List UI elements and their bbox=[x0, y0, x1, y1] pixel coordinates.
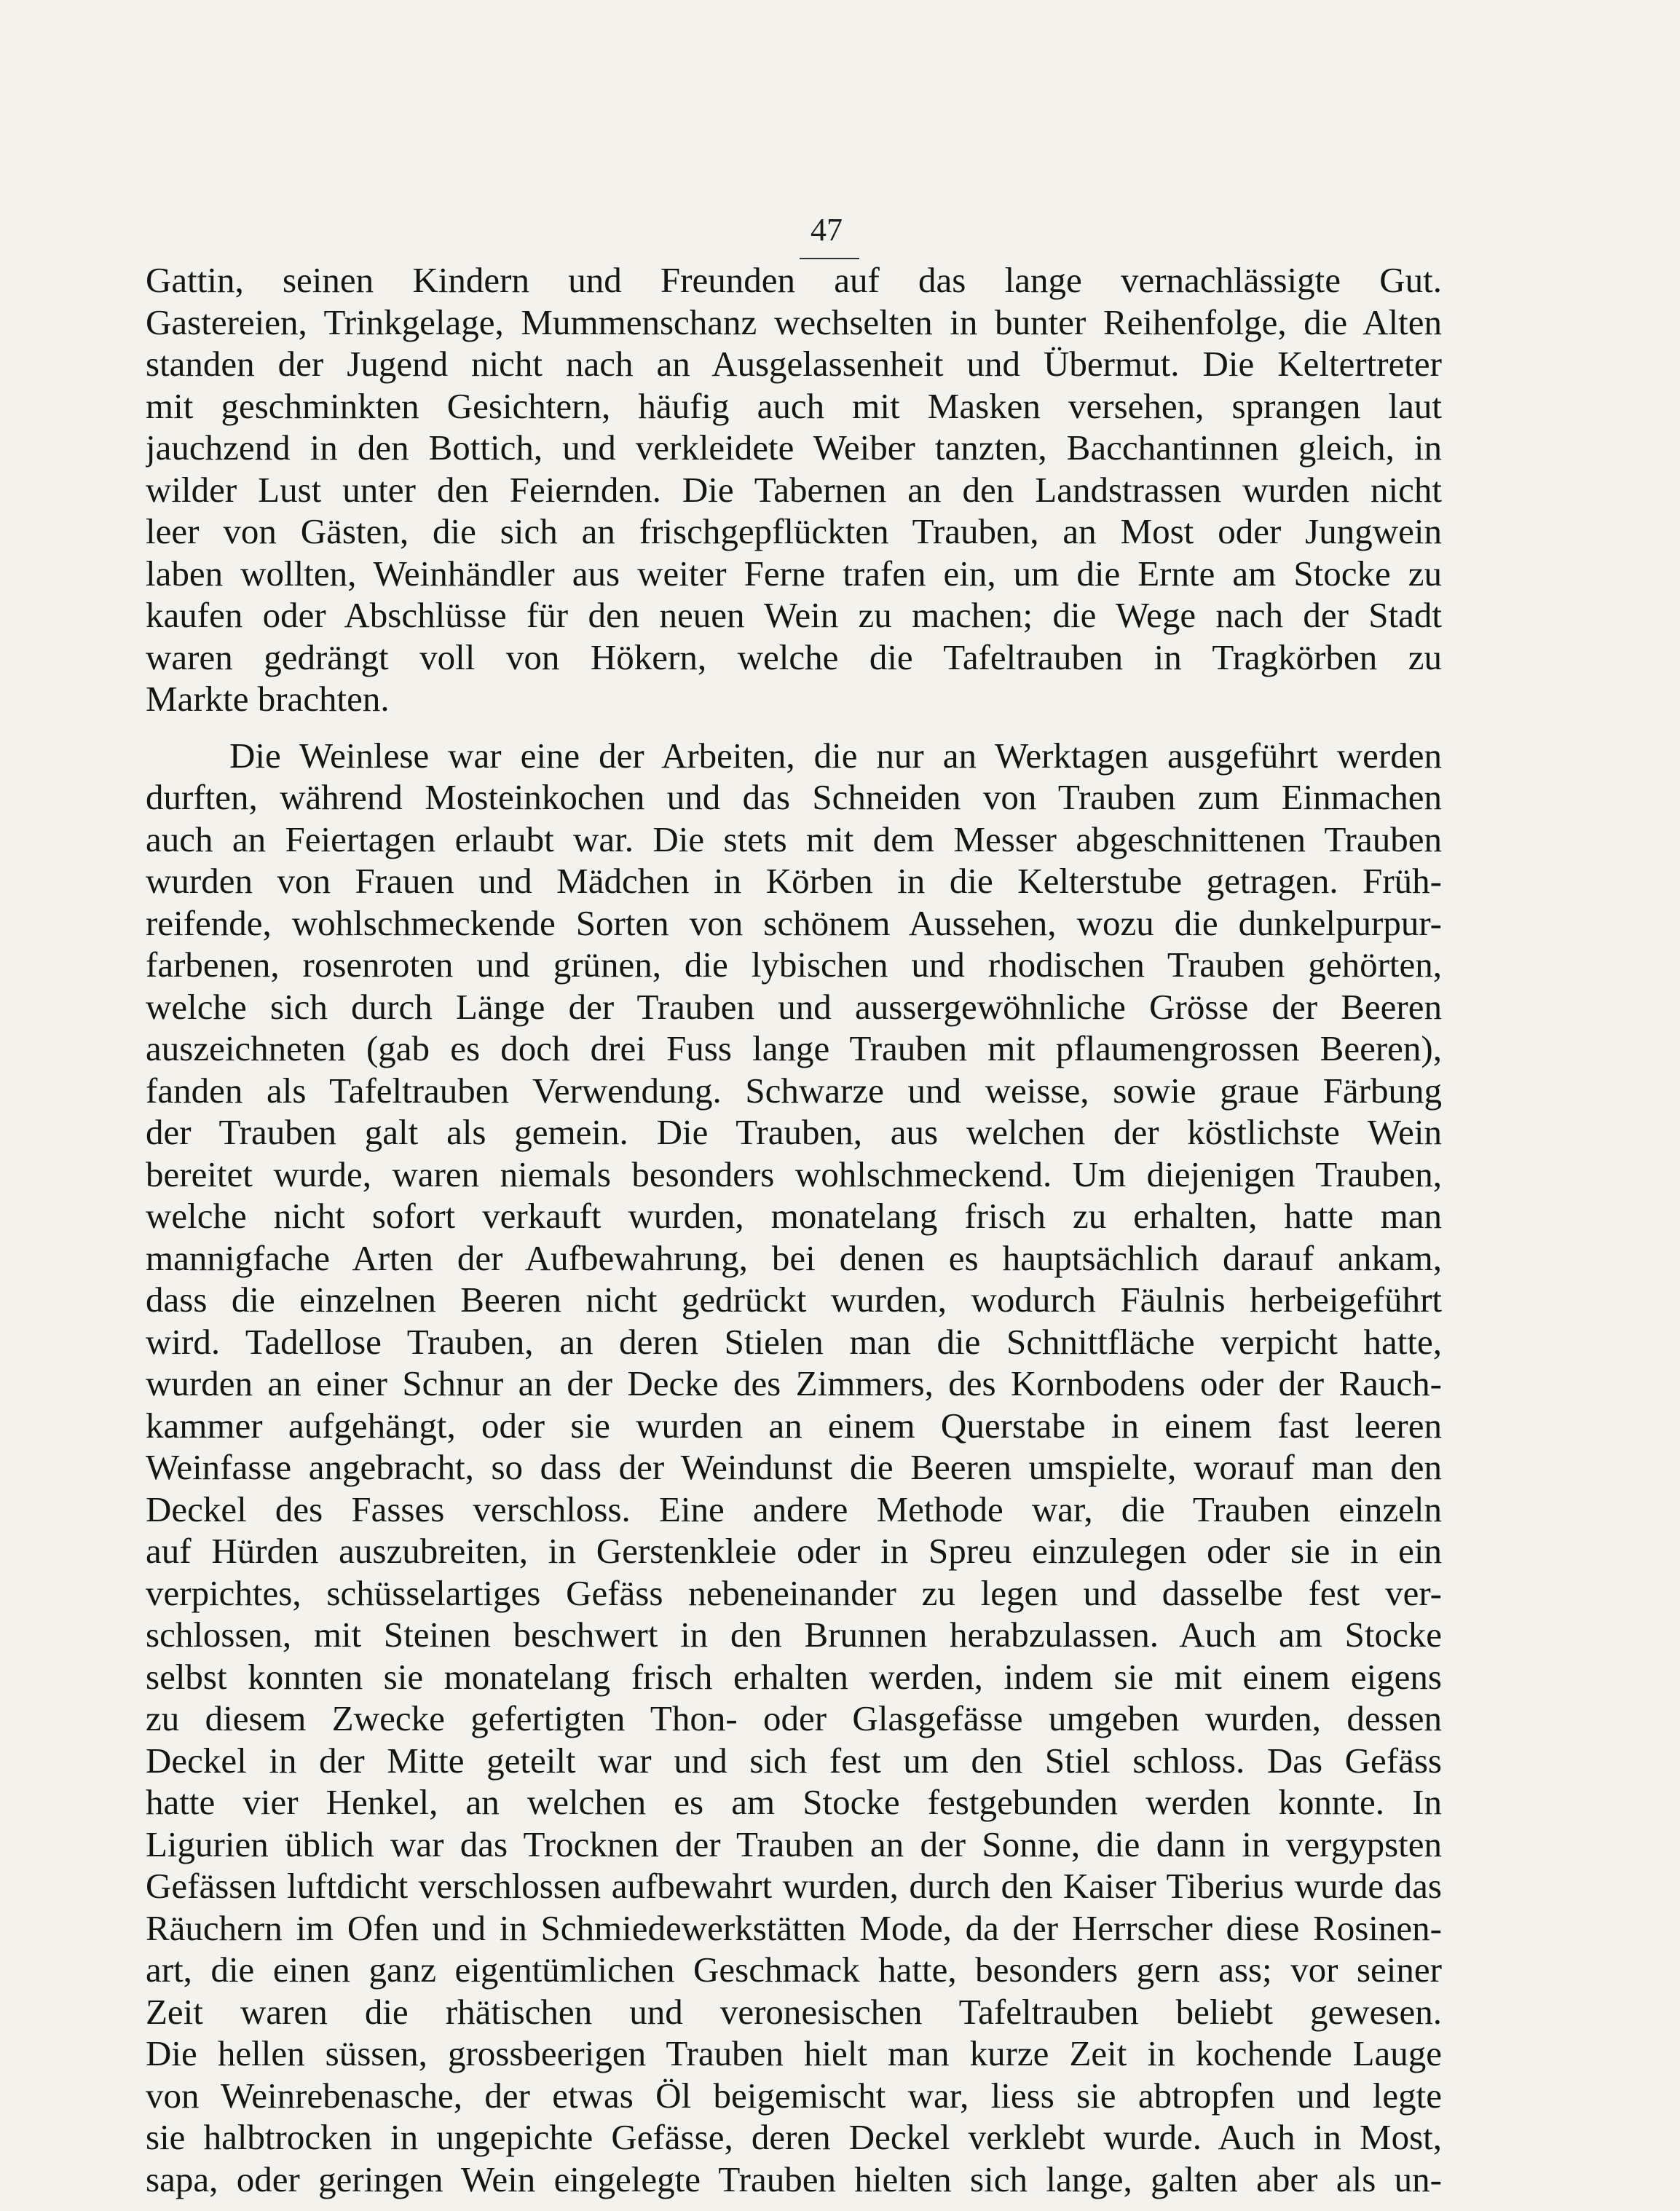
text-line: Die hellen süssen, grossbeerigen Trauben hielt man kurze Zeit in kochende Lauge bbox=[146, 2033, 1442, 2073]
text-line: Die Weinlese war eine der Arbeiten, die nur an Werktagen ausgeführt werden bbox=[229, 735, 1442, 776]
text-line: Gattin, seinen Kindern und Freunden auf das lange vernachlässigte Gut. bbox=[146, 260, 1442, 300]
text-line: mannigfache Arten der Aufbewahrung, bei denen es hauptsächlich darauf ankam, bbox=[146, 1237, 1442, 1278]
text-line: wilder Lust unter den Feiernden. Die Tabernen an den Landstrassen wurden nicht bbox=[146, 469, 1442, 510]
paragraph bbox=[146, 735, 1442, 2201]
text-line: wurden von Frauen und Mädchen in Körben in die Kelterstube getragen. Früh- bbox=[146, 861, 1442, 901]
text-line: Zeit waren die rhätischen und veronesischen Tafeltrauben beliebt gewesen. bbox=[146, 1991, 1442, 2032]
text-line: zu diesem Zwecke gefertigten Thon- oder Glasgefässe umgeben wurden, dessen bbox=[146, 1698, 1442, 1738]
text-line: welche sich durch Länge der Trauben und aussergewöhnliche Grösse der Beeren bbox=[146, 986, 1442, 1027]
text-line: schlossen, mit Steinen beschwert in den Brunnen herabzulassen. Auch am Stocke bbox=[146, 1615, 1442, 1655]
text-line: Deckel in der Mitte geteilt war und sich fest um den Stiel schloss. Das Gefäss bbox=[146, 1740, 1442, 1781]
text-line: farbenen, rosenroten und grünen, die lybischen und rhodischen Trauben gehörten, bbox=[146, 945, 1442, 985]
text-line: art, die einen ganz eigentümlichen Geschmack hatte, besonders gern ass; vor seiner bbox=[146, 1950, 1442, 1990]
text-line: Ligurien üblich war das Trocknen der Trauben an der Sonne, die dann in vergypsten bbox=[146, 1824, 1442, 1864]
paragraph-gap bbox=[146, 720, 1442, 735]
text-line: welche nicht sofort verkauft wurden, monatelang frisch zu erhalten, hatte man bbox=[146, 1196, 1442, 1236]
text-line: durften, während Mosteinkochen und das Schneiden von Trauben zum Einmachen bbox=[146, 777, 1442, 817]
text-line: wird. Tadellose Trauben, an deren Stielen man die Schnittfläche verpicht hatte, bbox=[146, 1321, 1442, 1362]
text-line: selbst konnten sie monatelang frisch erhalten werden, indem sie mit einem eigens bbox=[146, 1656, 1442, 1697]
text-line: Gastereien, Trinkgelage, Mummenschanz wechselten in bunter Reihenfolge, die Alten bbox=[146, 302, 1442, 342]
text-line: Markte brachten. bbox=[146, 679, 390, 719]
text-line: Deckel des Fasses verschloss. Eine andere Methode war, die Trauben einzeln bbox=[146, 1489, 1442, 1529]
page-number: 47 bbox=[811, 212, 843, 248]
text-line: wurden an einer Schnur an der Decke des Zimmers, des Kornbodens oder der Rauch- bbox=[146, 1363, 1442, 1403]
text-line: kammer aufgehängt, oder sie wurden an einem Querstabe in einem fast leeren bbox=[146, 1405, 1442, 1446]
paragraph bbox=[146, 259, 1442, 720]
text-line: jauchzend in den Bottich, und verkleidete Weiber tanzten, Bacchantinnen gleich, in bbox=[146, 427, 1442, 468]
text-line: laben wollten, Weinhändler aus weiter Ferne trafen ein, um die Ernte am Stocke zu bbox=[146, 553, 1442, 594]
text-line: dass die einzelnen Beeren nicht gedrückt wurden, wodurch Fäulnis herbeigeführt bbox=[146, 1280, 1442, 1320]
text-line: reifende, wohlschmeckende Sorten von schönem Aussehen, wozu die dunkelpurpur- bbox=[146, 902, 1442, 943]
text-line: hatte vier Henkel, an welchen es am Stocke festgebunden werden konnte. In bbox=[146, 1782, 1442, 1822]
text-line: sie halbtrocken in ungepichte Gefässe, deren Deckel verklebt wurde. Auch in Most, bbox=[146, 2117, 1442, 2157]
text-line: verpichtes, schüsselartiges Gefäss nebeneinander zu legen und dasselbe fest ver- bbox=[146, 1572, 1442, 1613]
text-line: auch an Feiertagen erlaubt war. Die stets mit dem Messer abgeschnittenen Trauben bbox=[146, 819, 1442, 859]
text-line: von Weinrebenasche, der etwas Öl beigemischt war, liess sie abtropfen und legte bbox=[146, 2075, 1442, 2116]
text-line: sapa, oder geringen Wein eingelegte Trauben hielten sich lange, galten aber als un- bbox=[146, 2159, 1442, 2199]
text-line: Gefässen luftdicht verschlossen aufbewahrt wurden, durch den Kaiser Tiberius wurde das bbox=[146, 1866, 1442, 1906]
text-line: kaufen oder Abschlüsse für den neuen Wein zu machen; die Wege nach der Stadt bbox=[146, 595, 1442, 635]
text-line: auf Hürden auszubreiten, in Gerstenkleie oder in Spreu einzulegen oder sie in ein bbox=[146, 1531, 1442, 1571]
body-text bbox=[146, 259, 1442, 2200]
text-line: auszeichneten (gab es doch drei Fuss lange Trauben mit pflaumengrossen Beeren), bbox=[146, 1028, 1442, 1068]
text-line: leer von Gästen, die sich an frischgepflückten Trauben, an Most oder Jungwein bbox=[146, 511, 1442, 551]
text-line: fanden als Tafeltrauben Verwendung. Schwarze und weisse, sowie graue Färbung bbox=[146, 1070, 1442, 1111]
text-line: Weinfasse angebracht, so dass der Weindunst die Beeren umspielte, worauf man den bbox=[146, 1447, 1442, 1487]
text-line: bereitet wurde, waren niemals besonders wohlschmeckend. Um diejenigen Trauben, bbox=[146, 1154, 1442, 1194]
text-line: standen der Jugend nicht nach an Ausgelassenheit und Übermut. Die Keltertreter bbox=[146, 344, 1442, 384]
text-line: Räuchern im Ofen und in Schmiedewerkstätten Mode, da der Herrscher diese Rosinen- bbox=[146, 1907, 1442, 1948]
text-line: mit geschminkten Gesichtern, häufig auch mit Masken versehen, sprangen laut bbox=[146, 385, 1442, 426]
text-line: der Trauben galt als gemein. Die Trauben, aus welchen der köstlichste Wein bbox=[146, 1112, 1442, 1152]
text-line: waren gedrängt voll von Hökern, welche die Tafeltrauben in Tragkörben zu bbox=[146, 636, 1442, 677]
